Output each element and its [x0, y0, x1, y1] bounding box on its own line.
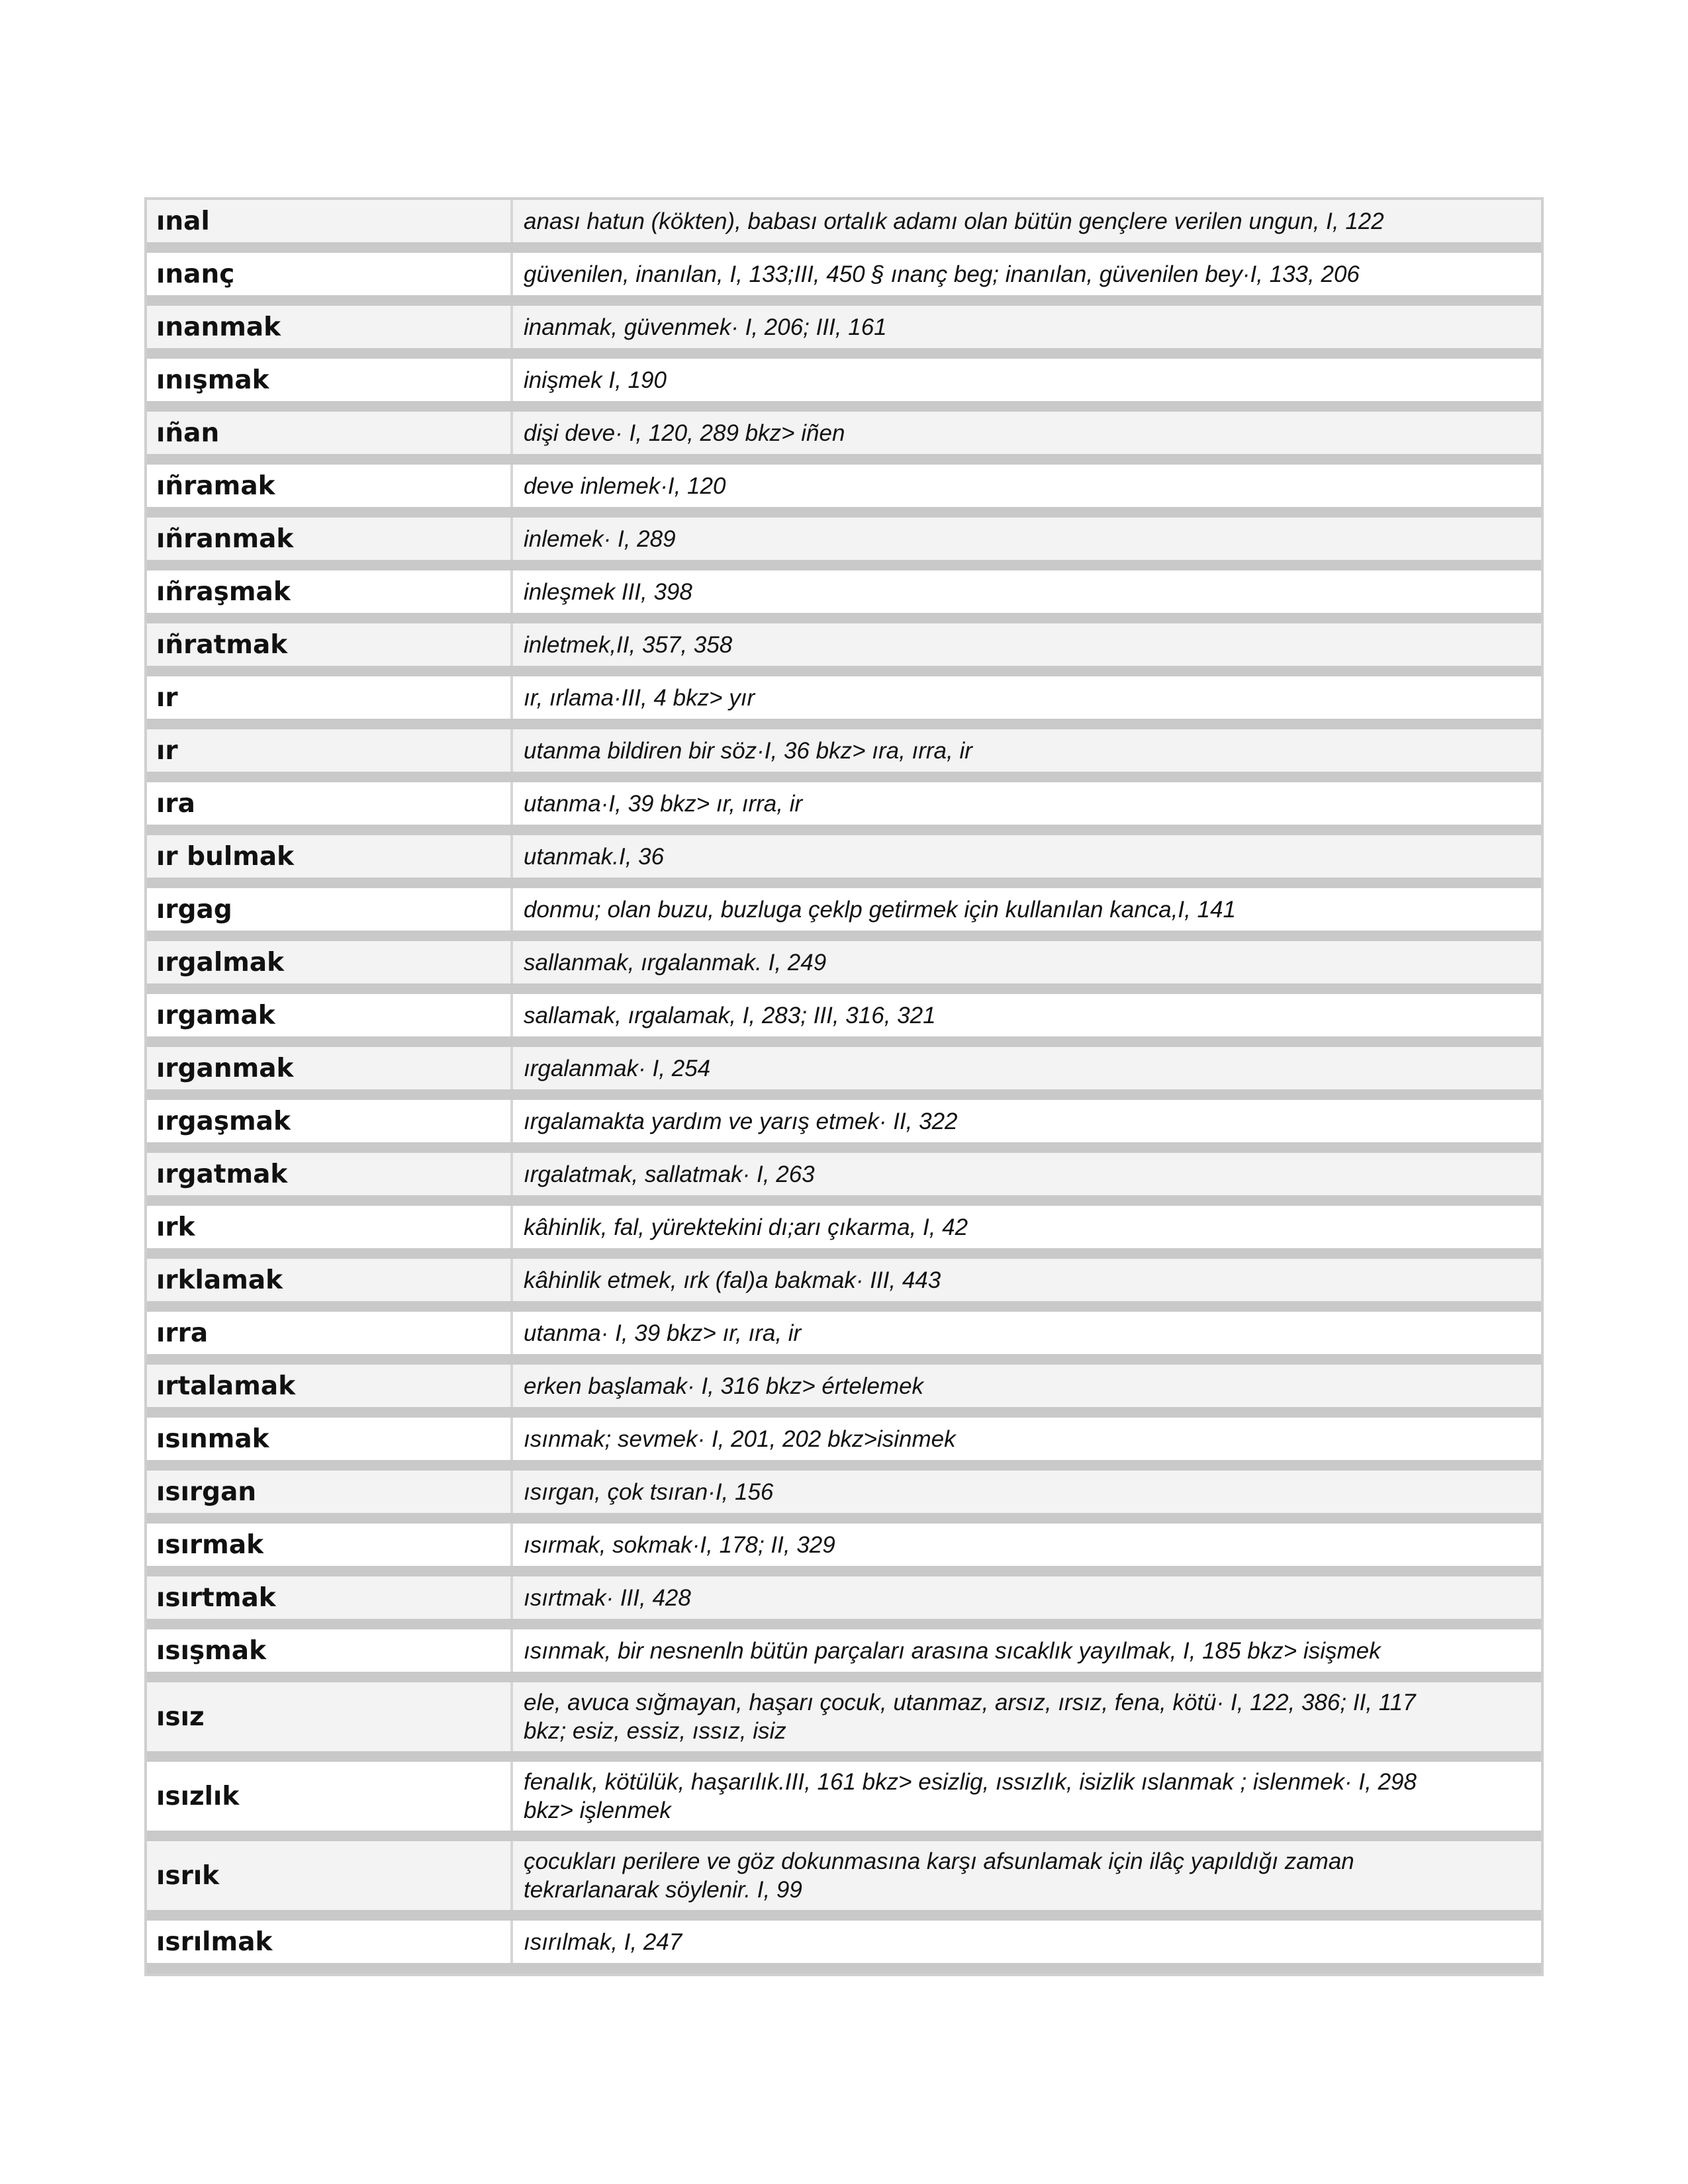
table-row — [147, 1682, 1541, 1762]
table-row — [147, 1576, 1541, 1629]
entry-term: ırra — [147, 1312, 513, 1354]
table-row — [147, 518, 1541, 570]
table-row — [147, 1418, 1541, 1471]
entry-definition: inletmek,II, 357, 358 — [524, 631, 733, 658]
entry-definition: anası hatun (kökten), babası ortalık adamı olan bütün gençlere verilen ungun, I, 122 — [524, 208, 1384, 234]
entry-term: ırk — [147, 1206, 513, 1248]
table-row — [147, 782, 1541, 835]
entry-definition — [513, 1762, 1541, 1831]
table-row — [147, 1365, 1541, 1418]
table-row — [147, 465, 1541, 518]
entry-term: ıñratmak — [147, 623, 513, 666]
table-row — [147, 941, 1541, 994]
table-row — [147, 1047, 1541, 1100]
entry-term: ır — [147, 676, 513, 719]
entry-definition: inanmak, güvenmek· I, 206; III, 161 — [524, 314, 887, 340]
entry-term: ırgamak — [147, 994, 513, 1036]
entry-term: ır — [147, 729, 513, 772]
entry-definition: ır, ırlama·III, 4 bkz> yır — [524, 684, 755, 711]
entry-definition: ırgalatmak, sallatmak· I, 263 — [524, 1161, 815, 1187]
entry-definition: kâhinlik etmek, ırk (fal)a bakmak· III, 443 — [524, 1267, 941, 1293]
table-row — [147, 1629, 1541, 1682]
entry-term: ırklamak — [147, 1259, 513, 1301]
entry-definition: deve inlemek·I, 120 — [524, 473, 726, 499]
entry-term: ırgalmak — [147, 941, 513, 983]
entry-definition: ısırtmak· III, 428 — [524, 1584, 691, 1611]
table-row — [147, 729, 1541, 782]
table-row — [147, 570, 1541, 623]
table-row — [147, 888, 1541, 941]
table-row — [147, 1471, 1541, 1524]
entry-definition: sallamak, ırgalamak, I, 283; III, 316, 321 — [524, 1002, 936, 1028]
table-row — [147, 623, 1541, 676]
entry-term: ırgaşmak — [147, 1100, 513, 1142]
entry-definition: donmu; olan buzu, buzluga çeklp getirmek için kullanılan kanca,I, 141 — [524, 896, 1236, 923]
table-row — [147, 676, 1541, 729]
table-row — [147, 1841, 1541, 1921]
entry-definition: dişi deve· I, 120, 289 bkz> iñen — [524, 420, 845, 446]
entry-definition: utanma·I, 39 bkz> ır, ırra, ir — [524, 790, 803, 817]
entry-term: ısız — [147, 1682, 513, 1751]
entry-term: ıñranmak — [147, 518, 513, 560]
entry-definition: kâhinlik, fal, yürektekini dı;arı çıkarma, I, 42 — [524, 1214, 968, 1240]
entry-term: ısınmak — [147, 1418, 513, 1460]
entry-term: ısızlık — [147, 1762, 513, 1831]
entry-term: ısışmak — [147, 1629, 513, 1672]
definition-line: fenalık, kötülük, haşarılık.III, 161 bkz> esizlig, ıssızlık, isizlik ıslanmak ; islenmek· I, 298 — [524, 1769, 1417, 1795]
entry-term: ısırgan — [147, 1471, 513, 1513]
entry-term: ısırmak — [147, 1524, 513, 1566]
table-row — [147, 1259, 1541, 1312]
entry-definition: ısırmak, sokmak·I, 178; II, 329 — [524, 1531, 835, 1558]
table-row — [147, 1921, 1541, 1974]
table-row — [147, 412, 1541, 465]
entry-definition: utanmak.I, 36 — [524, 843, 665, 870]
entry-term: ırgatmak — [147, 1153, 513, 1195]
entry-term: ınanmak — [147, 306, 513, 348]
entry-definition: utanma· I, 39 bkz> ır, ıra, ir — [524, 1320, 802, 1346]
table-row — [147, 994, 1541, 1047]
definition-line: ele, avuca sığmayan, haşarı çocuk, utanmaz, arsız, ırsız, fena, kötü· I, 122, 386; II, 117 — [524, 1690, 1416, 1715]
entry-definition: ırgalamakta yardım ve yarış etmek· II, 322 — [524, 1108, 958, 1134]
entry-term: ırganmak — [147, 1047, 513, 1089]
entry-term: ınışmak — [147, 359, 513, 401]
entry-definition: ırgalanmak· I, 254 — [524, 1055, 711, 1081]
entry-term: ısrık — [147, 1841, 513, 1910]
dictionary-table — [144, 197, 1544, 1976]
entry-term: ınanç — [147, 253, 513, 295]
entry-term: ır bulmak — [147, 835, 513, 878]
table-row — [147, 835, 1541, 888]
entry-definition: utanma bildiren bir söz·I, 36 bkz> ıra, ırra, ir — [524, 737, 972, 764]
entry-definition: inlemek· I, 289 — [524, 525, 676, 552]
entry-term: ıra — [147, 782, 513, 825]
entry-term: ırgag — [147, 888, 513, 931]
table-row — [147, 1100, 1541, 1153]
entry-definition: ısınmak; sevmek· I, 201, 202 bkz>isinmek — [524, 1426, 956, 1452]
table-row — [147, 1206, 1541, 1259]
entry-definition — [513, 1841, 1541, 1910]
table-row — [147, 1524, 1541, 1576]
table-row — [147, 1762, 1541, 1841]
table-row — [147, 1312, 1541, 1365]
table-row — [147, 359, 1541, 412]
entry-term: ırtalamak — [147, 1365, 513, 1407]
entry-term: ınal — [147, 200, 513, 242]
entry-definition: inleşmek III, 398 — [524, 578, 692, 605]
entry-definition: ısırgan, çok tsıran·I, 156 — [524, 1479, 774, 1505]
definition-line: tekrarlanarak söylenir. I, 99 — [524, 1877, 802, 1903]
entry-definition: güvenilen, inanılan, I, 133;III, 450 § ınanç beg; inanılan, güvenilen bey·I, 133, 206 — [524, 261, 1360, 287]
entry-definition: inişmek I, 190 — [524, 367, 667, 393]
entry-term: ıñan — [147, 412, 513, 454]
entry-definition — [513, 1682, 1541, 1751]
entry-definition: erken başlamak· I, 316 bkz> értelemek — [524, 1373, 924, 1399]
entry-definition: ısırılmak, I, 247 — [524, 1929, 682, 1955]
table-row — [147, 1153, 1541, 1206]
entry-term: ıñraşmak — [147, 570, 513, 613]
definition-line: bkz; esiz, essiz, ıssız, isiz — [524, 1718, 786, 1744]
entry-term: ıñramak — [147, 465, 513, 507]
entry-term: ısırtmak — [147, 1576, 513, 1619]
entry-definition: sallanmak, ırgalanmak. I, 249 — [524, 949, 827, 976]
definition-line: çocukları perilere ve göz dokunmasına karşı afsunlamak için ilâç yapıldığı zaman — [524, 1848, 1354, 1874]
table-row — [147, 306, 1541, 359]
entry-term: ısrılmak — [147, 1921, 513, 1963]
table-row — [147, 200, 1541, 253]
definition-line: bkz> işlenmek — [524, 1797, 671, 1823]
table-row — [147, 253, 1541, 306]
entry-definition: ısınmak, bir nesnenln bütün parçaları arasına sıcaklık yayılmak, I, 185 bkz> isişmek — [524, 1637, 1381, 1664]
